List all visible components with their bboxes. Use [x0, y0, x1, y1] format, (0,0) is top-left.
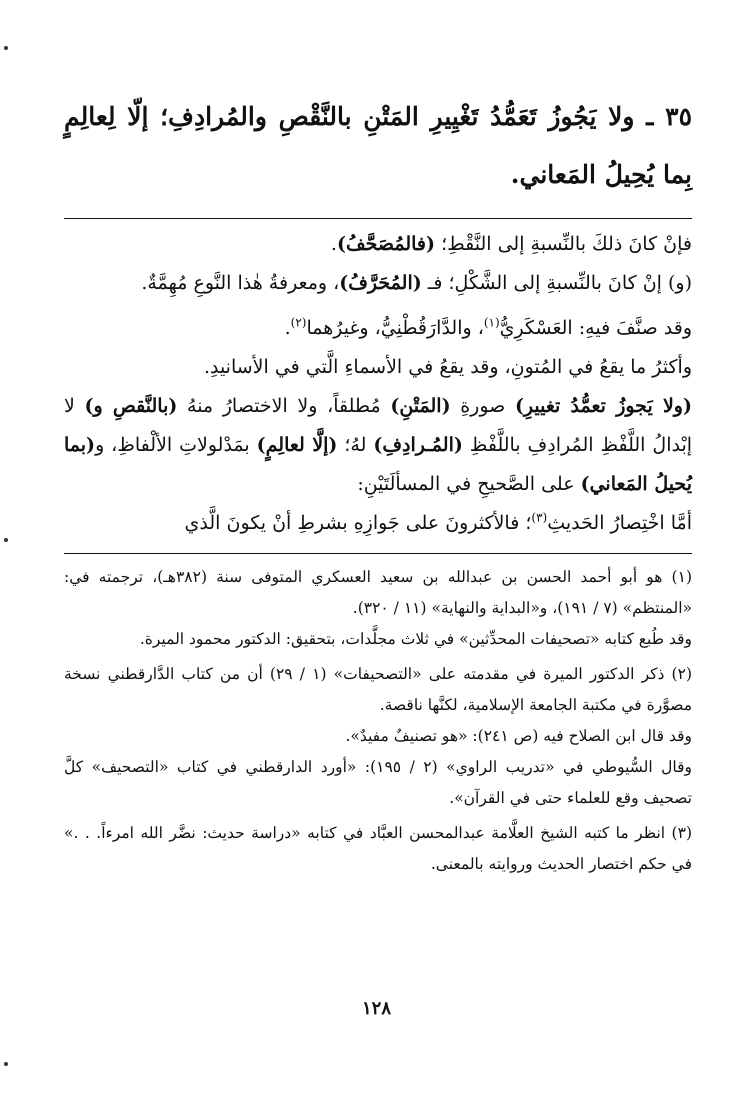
footnote-divider	[64, 553, 692, 554]
commentary-paragraph-1	[64, 225, 692, 264]
bold-term: (ولا يَجوزُ تعمُّدُ تغييرِ)	[514, 395, 692, 417]
bold-term: (المَتْنِ)	[390, 395, 451, 417]
bold-term: (فالمُصَحَّفُ)	[336, 233, 436, 255]
commentary-paragraph-4	[64, 348, 692, 387]
text-span: على الصَّحيحِ في المسألَتَيْنِ:	[357, 473, 581, 495]
text-span: لهُ؛	[337, 434, 374, 456]
footnotes	[64, 562, 692, 880]
commentary-paragraph-5	[64, 387, 692, 504]
text-span: صورةِ	[450, 395, 515, 417]
text-span: (و) إنْ كانَ بالنِّسبةِ إلى الشَّكْلِ؛ فـ	[427, 272, 692, 294]
footnote-2-continuation: وقال السُّيوطي في «تدريب الراوي» (٢ / ١٩٥): «أورد الدارقطني في كتاب «التصحيف» كلَّ تصحيف وقع للعلماء حتى في القرآن».	[64, 758, 692, 807]
text-span: وقد صنَّفَ فيهِ: العَسْكَرِيُّ	[499, 317, 692, 339]
bold-term: (بالنَّقصِ و)	[84, 395, 178, 417]
footnote-ref-1[interactable]: (١)	[483, 315, 500, 330]
commentary-paragraph-3	[64, 309, 692, 348]
text-span: .	[284, 317, 291, 339]
footnote-3: (٣) انظر ما كتبه الشيخ العلَّامة عبدالمحسن العبَّاد في كتابه «دراسة حديث: نضَّر الله امرءاً. . .» في حكم اختصار الحديث وروايته بالمعنى.	[64, 824, 692, 873]
bold-term: (بما يُحيلُ المَعاني)	[64, 434, 692, 495]
scan-mark-bottom	[4, 1062, 8, 1066]
text-span: ، ومعرفةُ هٰذا النَّوعِ مُهِمَّةٌ.	[141, 272, 340, 294]
text-span: بمَدْلولاتِ الألْفاظِ، و	[95, 434, 257, 456]
scan-mark-middle	[4, 538, 8, 542]
text-span: أمَّا اخْتِصارُ الحَديثِ	[547, 512, 692, 534]
text-span: ، والدَّارَقُطْنِيُّ، وغيرُهما	[306, 317, 484, 339]
scan-mark-top	[4, 46, 8, 50]
footnote-1: (١) هو أبو أحمد الحسن بن عبدالله بن سعيد العسكري المتوفى سنة (٣٨٢هـ)، ترجمته في: «المنتظم» (٧ / ١٩١)، و«البداية والنهاية» (١١ / ٣٢٠).	[64, 568, 692, 617]
footnote-2-continuation: وقد قال ابن الصلاح فيه (ص ٢٤١): «هو تصنيفٌ مفيدٌ».	[345, 727, 692, 745]
text-span: مُطلقاً، ولا الاختصارُ منهُ	[177, 395, 391, 417]
text-span: لا إبْدالُ اللَّفْظِ المُرادِفِ باللَّفْظِ	[64, 395, 693, 456]
bold-term: (إلَّا لعالِمٍ)	[256, 434, 338, 456]
commentary-paragraph-6	[64, 504, 692, 543]
rule-heading: ٣٥ ـ ولا يَجُوزُ تَعَمُّدُ تَغْيِيرِ المَتْنِ بالنَّقْصِ والمُرادِفِ؛ إلّا لِعالِمٍ بِما يُحِيلُ المَعاني.	[64, 102, 692, 189]
text-span: فإنْ كانَ ذلكَ بالنِّسبةِ إلى النَّقْطِ؛	[441, 233, 692, 255]
page-number: ١٢٨	[361, 998, 391, 1019]
page-content	[64, 88, 692, 880]
text-span: .	[330, 233, 337, 255]
text-span: ؛ فالأكثرونَ على جَوازِهِ بشرطِ أنْ يكونَ الَّذي	[184, 512, 532, 534]
bold-term: (المُحَرَّفُ)	[339, 272, 422, 294]
footnote-1-continuation: وقد طُبع كتابه «تصحيفات المحدِّثين» في ثلاث مجلَّدات، بتحقيق: الدكتور محمود الميرة.	[139, 630, 692, 648]
bold-term: (المُـرادِفِ)	[373, 434, 463, 456]
heading-divider	[64, 218, 692, 219]
footnote-2: (٢) ذكر الدكتور الميرة في مقدمته على «التصحيفات» (١ / ٢٩) أن من كتاب الدَّارقطني نسخة مصوَّرة في مكتبة الجامعة الإسلامية، لكنَّها ناقصة.	[64, 665, 692, 714]
commentary	[64, 225, 692, 543]
text-span: وأكثرُ ما يقعُ في المُتونِ، وقد يقعُ في الأسماءِ الَّتي في الأسانيدِ.	[203, 356, 692, 378]
footnote-ref-3[interactable]: (٣)	[531, 510, 548, 525]
commentary-paragraph-2	[64, 264, 692, 303]
footnote-ref-2[interactable]: (٢)	[290, 315, 307, 330]
